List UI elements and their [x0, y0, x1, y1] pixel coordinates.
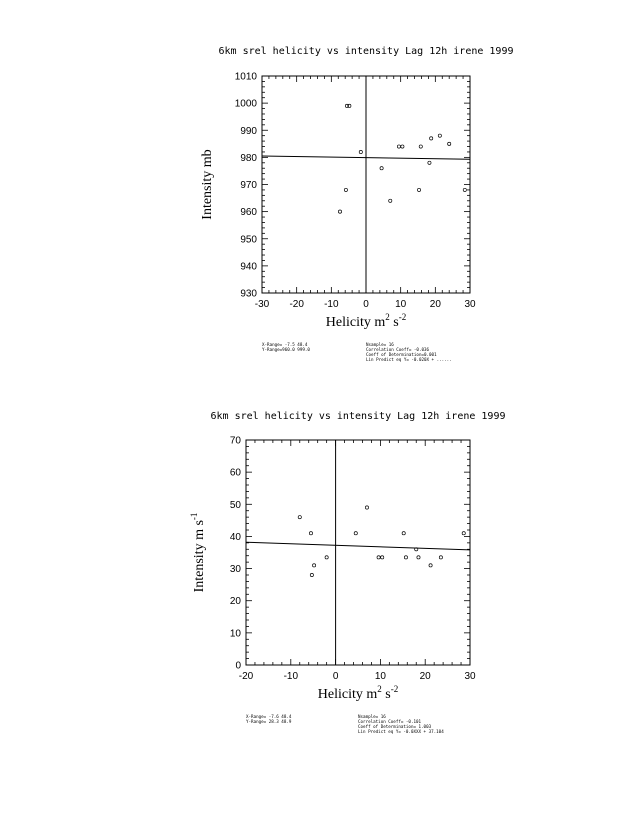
chart-title: 6km srel helicity vs intensity Lag 12h irene 1999: [218, 46, 514, 57]
y-tick-label: 60: [229, 467, 241, 479]
plot-frame: [246, 440, 470, 665]
x-axis-label-sup: -2: [390, 684, 399, 694]
data-point: [310, 573, 313, 576]
data-point: [354, 532, 357, 535]
x-tick-label: 0: [363, 299, 369, 310]
data-point: [344, 188, 347, 191]
stats-line: Coeff of Determination=0.001: [366, 352, 437, 357]
data-point: [401, 145, 404, 148]
x-axis-label-mid: s: [381, 687, 391, 702]
y-axis-label-sup: -1: [189, 512, 199, 521]
x-tick-label: -10: [283, 671, 299, 682]
y-tick-label: 40: [229, 531, 241, 543]
y-tick-label: 0: [235, 660, 241, 672]
stats-line: Correlation Coeff= -0.101: [358, 719, 422, 724]
x-axis-label-sup: 2: [385, 312, 390, 322]
data-point: [338, 210, 341, 213]
data-point: [417, 556, 420, 559]
data-point: [397, 145, 400, 148]
chart-title: 6km srel helicity vs intensity Lag 12h irene 1999: [210, 411, 506, 422]
y-tick-label: 940: [240, 261, 257, 273]
data-point: [462, 532, 465, 535]
regression-line: [246, 542, 470, 550]
stats-line: Correlation Coeff= -0.036: [366, 347, 430, 352]
data-point: [428, 161, 431, 164]
x-tick-label: 30: [464, 671, 476, 682]
data-point: [463, 188, 466, 191]
y-tick-label: 10: [229, 628, 241, 640]
x-tick-label: -20: [238, 671, 254, 682]
data-point: [298, 516, 301, 519]
x-tick-label: 10: [395, 299, 407, 310]
data-point: [417, 188, 420, 191]
x-axis-label-main: Helicity m: [317, 687, 378, 702]
y-tick-label: 970: [240, 180, 257, 191]
y-tick-label: 70: [229, 435, 241, 447]
data-point: [325, 556, 328, 559]
data-point: [359, 150, 362, 153]
data-point: [430, 137, 433, 140]
y-tick-label: 960: [240, 207, 257, 219]
x-tick-label: -20: [289, 299, 304, 310]
data-point: [380, 167, 383, 170]
y-tick-label: 50: [229, 499, 241, 511]
y-tick-label: 1000: [234, 98, 257, 110]
data-point: [404, 556, 407, 559]
stats-line: X-Range= -7.5 48.4: [262, 342, 308, 347]
data-point: [381, 556, 384, 559]
data-point: [448, 142, 451, 145]
stats-line: Lin Predict eq Y= -0.020X + ......: [366, 357, 452, 362]
data-point: [365, 506, 368, 509]
x-axis-label-sup: -2: [398, 312, 407, 322]
x-axis-label-mid: s: [389, 315, 399, 330]
x-axis-label-main: Helicity m: [325, 315, 386, 330]
y-tick-label: 980: [240, 152, 257, 164]
y-tick-label: 30: [229, 564, 241, 576]
chart-2: [189, 411, 506, 734]
chart-1: [200, 46, 514, 362]
x-tick-label: 30: [464, 299, 476, 310]
stats-line: Y-Range= 28.3 48.9: [246, 719, 292, 724]
data-point: [312, 564, 315, 567]
x-axis-label-sup: 2: [377, 684, 382, 694]
x-axis-label: [318, 684, 398, 702]
stats-line: Nsample= 16: [366, 342, 394, 347]
data-point: [419, 145, 422, 148]
data-point: [389, 199, 392, 202]
data-point: [377, 556, 380, 559]
y-tick-label: 930: [240, 288, 257, 300]
x-tick-label: -30: [254, 299, 270, 310]
y-axis-label: [189, 513, 207, 593]
x-tick-label: 0: [332, 671, 339, 682]
x-tick-label: 20: [419, 671, 431, 682]
data-point: [439, 556, 442, 559]
y-axis-label: [200, 149, 215, 219]
stats-line: Y-Range=960.0 999.0: [262, 347, 310, 352]
x-axis-label: [326, 312, 406, 330]
y-tick-label: 1010: [234, 71, 257, 83]
data-point: [402, 532, 405, 535]
data-point: [309, 532, 312, 535]
stats-line: Coeff of Determination= 1.003: [358, 724, 432, 729]
y-axis-label-main: Intensity m s: [192, 520, 207, 593]
x-tick-label: 20: [429, 299, 441, 310]
y-axis-label-main: Intensity mb: [200, 149, 215, 220]
x-tick-label: -10: [324, 299, 339, 310]
data-point: [438, 134, 441, 137]
y-tick-label: 990: [240, 125, 257, 137]
y-tick-label: 950: [240, 234, 257, 246]
data-point: [429, 564, 432, 567]
x-tick-label: 10: [374, 671, 386, 682]
stats-line: X-Range= -7.6 48.4: [246, 714, 292, 719]
stats-line: Nsample= 16: [358, 714, 386, 719]
stats-line: Lin Predict eq Y= -0.0XXX + 37.104: [358, 729, 444, 734]
y-tick-label: 20: [229, 596, 241, 608]
